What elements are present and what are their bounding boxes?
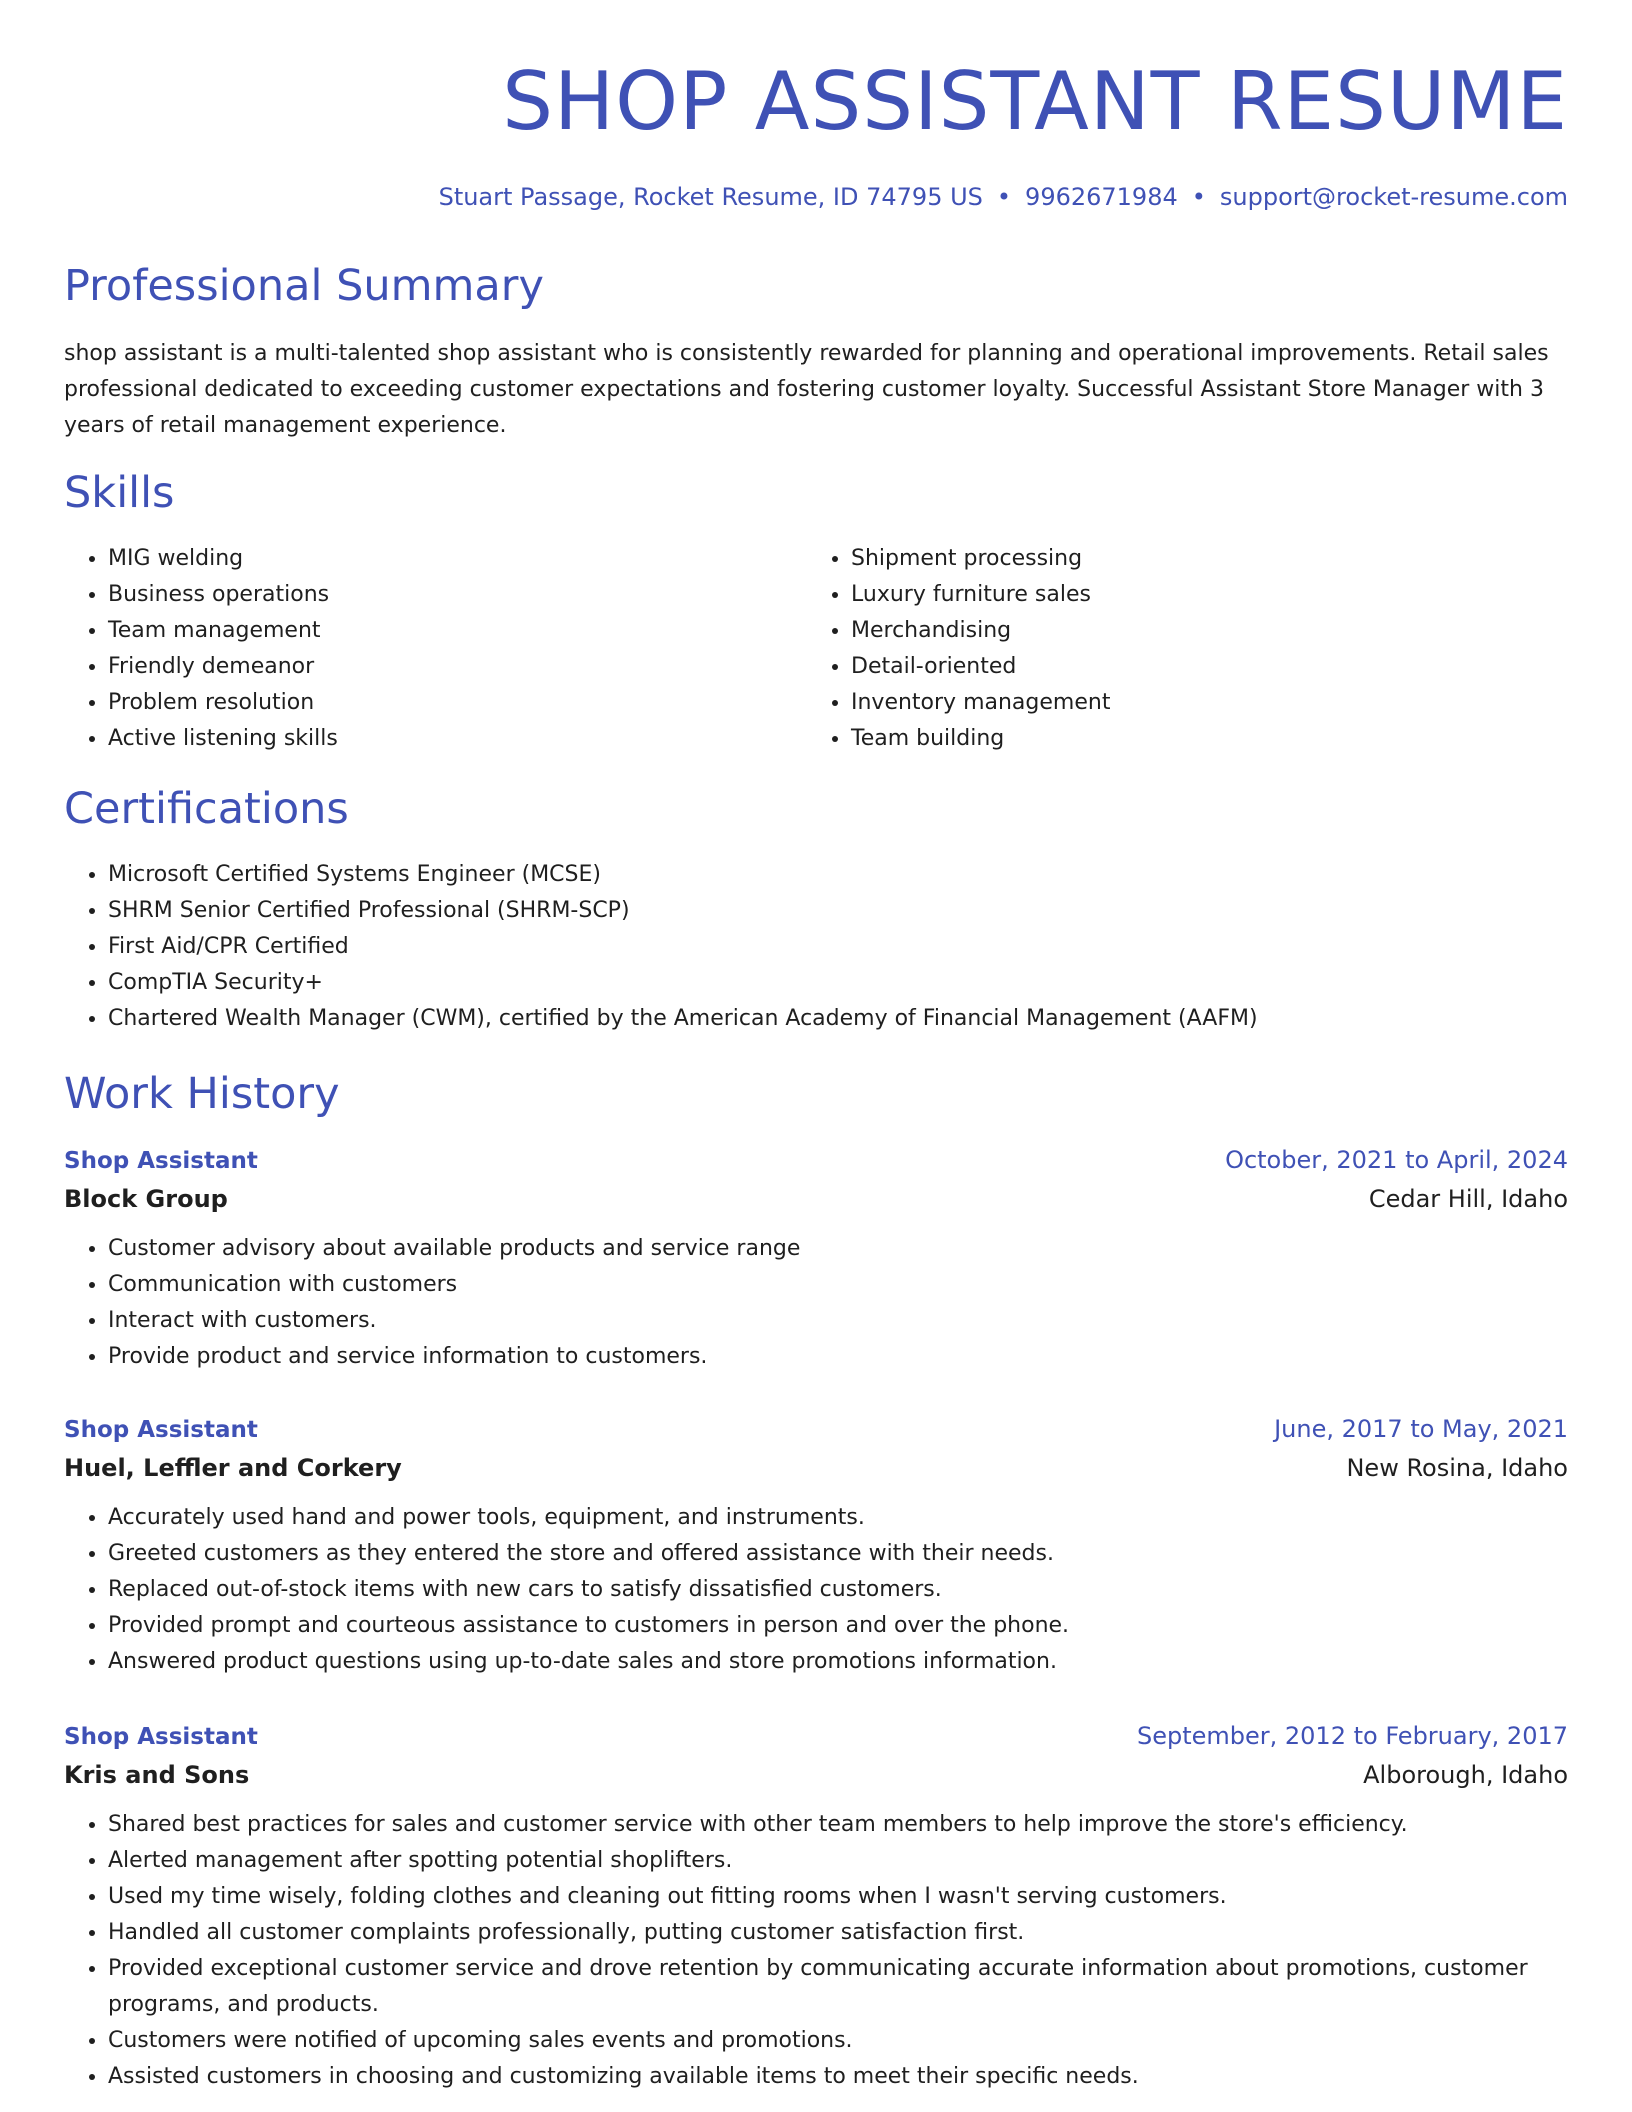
job-bullet: • Replaced out-of-stock items with new cars to satisfy dissatisfied customers.	[108, 1572, 1568, 1608]
job-entry	[64, 1411, 1568, 1680]
job-bullets	[64, 1231, 1568, 1375]
skills-list-right	[807, 541, 1110, 757]
skill-item: • Luxury furniture sales	[851, 577, 1110, 613]
job-title: Shop Assistant	[64, 1724, 258, 1750]
certification-item: • First Aid/CPR Certified	[108, 929, 1258, 965]
job-title-row	[64, 1142, 1568, 1179]
job-bullets	[64, 1807, 1568, 2095]
work-history-heading: Work History	[64, 1069, 340, 1119]
certification-item: • CompTIA Security+	[108, 965, 1258, 1001]
job-bullet: • Communication with customers	[108, 1267, 1568, 1303]
job-bullets	[64, 1500, 1568, 1680]
skill-item: • MIG welding	[108, 541, 338, 577]
job-location: Alborough, Idaho	[1363, 1761, 1568, 1789]
job-bullet: • Interact with customers.	[108, 1303, 1568, 1339]
job-company-row	[64, 1755, 1568, 1795]
job-dates: June, 2017 to May, 2021	[1274, 1415, 1568, 1443]
job-bullet: • Customers were notified of upcoming sales events and promotions.	[108, 2023, 1568, 2059]
certifications-list	[64, 857, 1258, 1037]
certifications-bullets	[64, 857, 1258, 1037]
job-bullet: • Accurately used hand and power tools, equipment, and instruments.	[108, 1500, 1568, 1536]
job-title: Shop Assistant	[64, 1148, 258, 1174]
job-bullet: • Provide product and service information to customers.	[108, 1339, 1568, 1375]
contact-email[interactable]: support@rocket-resume.com	[1219, 183, 1568, 211]
job-company: Block Group	[64, 1185, 228, 1213]
certifications-heading: Certifications	[64, 784, 349, 834]
skill-item: • Merchandising	[851, 613, 1110, 649]
skill-item: • Inventory management	[851, 685, 1110, 721]
skill-item: • Shipment processing	[851, 541, 1110, 577]
contact-separator: •	[1191, 183, 1206, 211]
skill-item: • Business operations	[108, 577, 338, 613]
job-location: New Rosina, Idaho	[1346, 1454, 1568, 1482]
skill-item: • Active listening skills	[108, 721, 338, 757]
job-bullet: • Shared best practices for sales and customer service with other team members to help improve the store's efficiency.	[108, 1807, 1568, 1843]
skill-item: • Problem resolution	[108, 685, 338, 721]
certification-item: • Microsoft Certified Systems Engineer (MCSE)	[108, 857, 1258, 893]
job-bullet: • Used my time wisely, folding clothes and cleaning out fitting rooms when I wasn't serving customers.	[108, 1879, 1568, 1915]
job-bullet: • Customer advisory about available products and service range	[108, 1231, 1568, 1267]
certification-item: • Chartered Wealth Manager (CWM), certified by the American Academy of Financial Management (AAFM)	[108, 1001, 1258, 1037]
contact-separator: •	[996, 183, 1012, 211]
skill-item: • Team management	[108, 613, 338, 649]
contact-line	[439, 180, 1568, 214]
skill-item: • Detail-oriented	[851, 649, 1110, 685]
contact-address: Stuart Passage, Rocket Resume, ID 74795 US	[438, 183, 983, 211]
job-company-row	[64, 1448, 1568, 1488]
job-bullet: • Assisted customers in choosing and customizing available items to meet their specific needs.	[108, 2059, 1568, 2095]
summary-heading: Professional Summary	[64, 261, 544, 311]
job-title-row	[64, 1718, 1568, 1755]
job-title: Shop Assistant	[64, 1417, 258, 1443]
job-bullet: • Greeted customers as they entered the store and offered assistance with their needs.	[108, 1536, 1568, 1572]
job-dates: September, 2012 to February, 2017	[1136, 1722, 1568, 1750]
job-entry	[64, 1718, 1568, 2095]
job-title-row	[64, 1411, 1568, 1448]
job-company: Kris and Sons	[64, 1761, 250, 1789]
job-bullet: • Handled all customer complaints professionally, putting customer satisfaction first.	[108, 1915, 1568, 1951]
job-location: Cedar Hill, Idaho	[1368, 1185, 1568, 1213]
skill-item: • Team building	[851, 721, 1110, 757]
job-bullet: • Provided prompt and courteous assistance to customers in person and over the phone.	[108, 1608, 1568, 1644]
skill-item: • Friendly demeanor	[108, 649, 338, 685]
job-company: Huel, Leffler and Corkery	[64, 1454, 402, 1482]
skills-right-column	[807, 541, 1110, 757]
skills-list-left	[64, 541, 338, 757]
skills-left-column	[64, 541, 338, 757]
resume-title: SHOP ASSISTANT RESUME	[502, 55, 1568, 148]
job-entry	[64, 1142, 1568, 1375]
certification-item: • SHRM Senior Certified Professional (SHRM-SCP)	[108, 893, 1258, 929]
skills-heading: Skills	[64, 468, 175, 518]
job-bullet: • Answered product questions using up-to-date sales and store promotions information.	[108, 1644, 1568, 1680]
job-dates: October, 2021 to April, 2024	[1225, 1146, 1568, 1174]
job-bullet: • Provided exceptional customer service and drove retention by communicating accurate information about promotions, customer programs, and products.	[108, 1951, 1568, 2023]
summary-text: shop assistant is a multi-talented shop assistant who is consistently rewarded for planning and operational improvements. Retail sales professional dedicated to exceeding customer expectations and fostering customer loyalty. Successful Assistant Store Manager with 3 years of retail management experience.	[64, 341, 1549, 438]
job-company-row	[64, 1179, 1568, 1219]
contact-phone: 9962671984	[1025, 183, 1178, 211]
job-bullet: • Alerted management after spotting potential shoplifters.	[108, 1843, 1568, 1879]
